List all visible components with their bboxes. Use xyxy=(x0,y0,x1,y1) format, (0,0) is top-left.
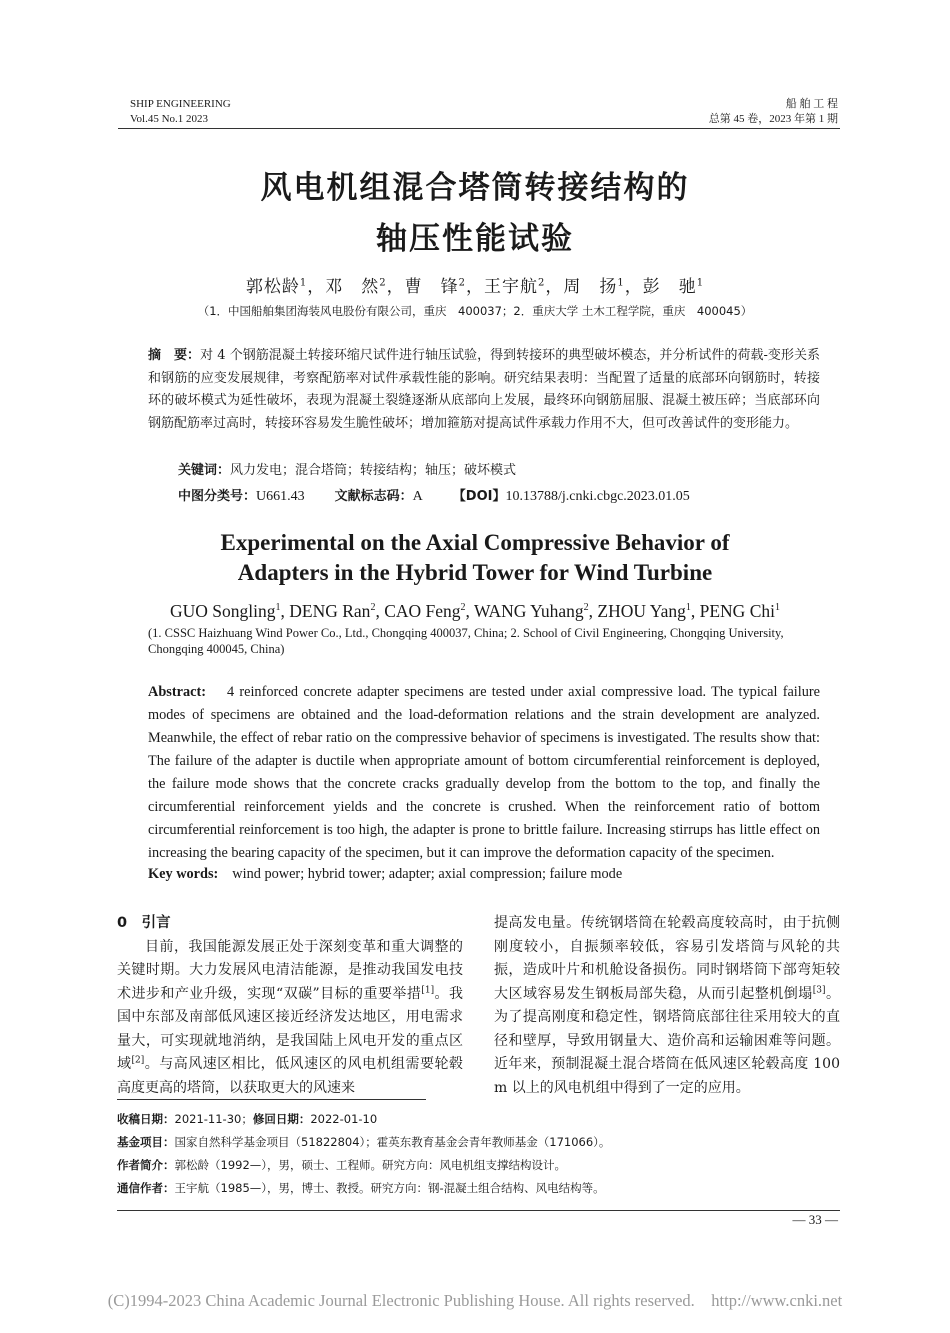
author-cn-sep: ， xyxy=(545,277,564,297)
body-paragraph xyxy=(117,936,463,1101)
abstract-cn-text: 对 4 个钢筋混凝土转接环缩尺试件进行轴压试验，得到转接环的典型破坏模态，并分析试件的荷载-变形关系和钢筋的应变发展规律，考察配筋率对试件承载性能的影响。研究结果表明：当配置了适量的底部环向钢筋时，转接环的破坏模式为延性破坏，表现为混凝土裂缝逐渐从底部向上发展，最终环向钢筋屈服、混凝土被压碎；当底部环向钢筋配筋率过高时，转接环容易发生脆性破坏；增加箍筋对提高试件承载力作用不大，但可改善试件的变形能力。 xyxy=(148,348,820,431)
footnote-text: 王宇航（1985—），男，博士、教授。研究方向：钢-混凝土组合结构、风电结构等。 xyxy=(174,1181,605,1195)
body-column-left xyxy=(117,912,463,1100)
author-en: ZHOU Yang xyxy=(597,601,686,621)
footnote-item xyxy=(117,1177,837,1200)
paragraph-text: 目前，我国能源发展正处于深刻变革和重大调整的关键时期。大力发展风电清洁能源，是推动我国发电技术进步和产业升级，实现“双碳”目标的重要举措 xyxy=(117,938,463,1002)
affiliation-cn: （1．中国船舶集团海装风电股份有限公司，重庆 400037；2．重庆大学 土木工程学院，重庆 400045） xyxy=(197,304,753,318)
clc-label: 中图分类号： xyxy=(178,489,257,504)
footnote-divider xyxy=(117,1099,426,1100)
title-cn-line1: 风电机组混合塔筒转接结构的 xyxy=(260,170,690,206)
author-en: GUO Songling xyxy=(170,601,276,621)
author-en-sup: 1 xyxy=(275,602,281,614)
abstract-en-text: 4 reinforced concrete adapter specimens are tested under axial compressive load. The typical failure modes of specimens are obtained and the load-deformation relations and the strain development are analyzed. Meanwhile, the effect of rebar ratio on the compressive behavior of specimens is investigated. The results show that: The failure of the adapter is ductile when appropriate amount of bottom circumferential reinforcement is deployed, the failure mode shows that the concrete cracks gradually develop from the bottom to the top, and finally the circumferential reinforcement yields and the concrete is crushed. When the reinforcement ratio of bottom circumferential reinforcement is too high, the adapter is prone to brittle failure. Increasing stirrups has little effect on increasing the bearing capacity of the specimen, but it can improve the deformation capacity of the specimen. xyxy=(148,684,821,861)
footnote-text: 2021-11-30； xyxy=(174,1112,253,1126)
doc-code-label: 文献标志码： xyxy=(334,489,413,504)
author-en-sep: , xyxy=(280,601,290,621)
author-cn-sup: 2 xyxy=(379,277,387,289)
author-cn-sup: 1 xyxy=(617,277,625,289)
citation-ref[interactable]: [2] xyxy=(131,1055,145,1066)
title-en-line2: Adapters in the Hybrid Tower for Wind Turbine xyxy=(237,560,713,585)
title-en-line1: Experimental on the Axial Compressive Behavior of xyxy=(220,530,730,555)
author-cn: 彭 驰 xyxy=(642,277,697,297)
footnote-label: 修回日期： xyxy=(252,1112,311,1126)
body-paragraph xyxy=(494,912,840,1100)
abstract-en-label: Abstract: xyxy=(148,684,206,700)
footnote-item xyxy=(117,1131,837,1154)
citation-ref[interactable]: [1] xyxy=(421,984,435,995)
journal-volume-en: Vol.45 No.1 2023 xyxy=(130,113,209,125)
author-en-sep: , xyxy=(465,601,474,621)
abstract-cn-label: 摘 要： xyxy=(148,348,201,363)
citation-ref[interactable]: [3] xyxy=(812,984,826,995)
keywords-cn xyxy=(178,459,516,478)
footnote-label: 通信作者： xyxy=(117,1181,175,1195)
author-en: PENG Chi xyxy=(699,601,775,621)
author-en-sup: 2 xyxy=(370,602,376,614)
doi-value: 10.13788/j.cnki.cbgc.2023.01.05 xyxy=(505,489,690,504)
doc-code-value: A xyxy=(412,489,423,504)
copyright-watermark: (C)1994-2023 China Academic Journal Electronic Publishing House. All rights reserved. http://www.cnki.net xyxy=(107,1291,843,1310)
journal-name-cn: 船 舶 工 程 xyxy=(785,98,838,110)
section-heading: 0 引言 xyxy=(117,915,171,931)
author-en-sep: , xyxy=(375,601,385,621)
author-cn-sup: 2 xyxy=(538,277,546,289)
paragraph-text: 提高发电量。传统钢塔筒在轮毂高度较高时，由于抗侧刚度较小，自振频率较低，容易引发塔筒与风轮的共振，造成叶片和机舱设备损伤。同时钢塔筒下部弯矩较大区域容易发生钢板局部失稳，从而引起整机倒塌 xyxy=(494,915,840,1002)
footnote-item xyxy=(117,1154,837,1177)
author-cn: 郭松龄 xyxy=(245,277,300,297)
author-en-sup: 1 xyxy=(685,602,691,614)
title-cn-line2: 轴压性能试验 xyxy=(376,221,574,257)
header-divider xyxy=(118,128,840,129)
author-en-sep: , xyxy=(588,601,598,621)
authors-cn xyxy=(0,272,950,297)
journal-header-cn xyxy=(709,97,838,127)
author-en: CAO Feng xyxy=(384,601,461,621)
author-cn-sep: ， xyxy=(466,277,484,297)
footnote-label: 作者简介： xyxy=(117,1158,175,1172)
clc-value: U661.43 xyxy=(256,489,305,504)
footnote-label: 收稿日期： xyxy=(117,1112,175,1126)
author-cn-sep: ， xyxy=(307,277,326,297)
journal-header-en xyxy=(130,97,231,127)
footnote-item xyxy=(117,1108,837,1131)
page-number: — 33 — xyxy=(792,1212,838,1227)
keywords-cn-label: 关键词： xyxy=(178,463,231,478)
authors-en xyxy=(0,601,950,622)
author-en-sup: 2 xyxy=(583,602,589,614)
body-column-right xyxy=(494,912,840,1100)
abstract-en xyxy=(148,681,820,865)
author-cn-sup: 1 xyxy=(696,277,705,289)
abstract-cn xyxy=(148,345,820,435)
paragraph-text: 。为了提高刚度和稳定性，钢塔筒底部往往采用较大的直径和壁厚，导致用钢量大、造价高和运输困难等问题。近年来，预制混凝土混合塔筒在低风速区轮毂高度 100 m 以上的风电机组中得到了一定的应用。 xyxy=(494,985,841,1096)
paragraph-text: 。与高风速区相比，低风速区的风电机组需要轮毂高度更高的塔筒，以获取更大的风速来 xyxy=(117,1056,464,1096)
footnote-label: 基金项目： xyxy=(117,1135,175,1149)
author-cn-sup: 2 xyxy=(458,277,466,289)
author-cn: 邓 然 xyxy=(325,277,380,297)
journal-volume-cn: 总第 45 卷，2023 年第 1 期 xyxy=(708,113,838,125)
doi-label: 【DOI】 xyxy=(452,489,506,504)
footnotes xyxy=(117,1108,837,1200)
classification-line xyxy=(178,485,690,505)
keywords-en-label: Key words: xyxy=(148,866,219,882)
author-cn: 曹 锋 xyxy=(404,277,459,297)
journal-name-en: SHIP ENGINEERING xyxy=(130,98,231,110)
author-cn: 王宇航 xyxy=(484,277,538,297)
author-cn-sep: ， xyxy=(386,277,405,297)
footnote-text: 国家自然科学基金项目（51822804）；霍英东教育基金会青年教师基金（171066）。 xyxy=(174,1135,611,1149)
keywords-en xyxy=(148,866,622,883)
author-en: WANG Yuhang xyxy=(473,601,584,621)
author-en-sup: 2 xyxy=(460,602,466,614)
author-cn: 周 扬 xyxy=(563,277,618,297)
paragraph-text: 。我国中东部及南部低风速区接近经济发达地区，用电需求量大，可实现就地消纳，是我国陆上风电开发的重点区域 xyxy=(117,985,463,1072)
keywords-en-text: wind power; hybrid tower; adapter; axial compression; failure mode xyxy=(232,866,623,882)
author-cn-sup: 1 xyxy=(299,277,308,289)
footnote-text: 郭松龄（1992—），男，硕士、工程师。研究方向：风电机组支撑结构设计。 xyxy=(174,1158,567,1172)
author-en-sep: , xyxy=(690,601,700,621)
keywords-cn-text: 风力发电；混合塔筒；转接结构；轴压；破坏模式 xyxy=(230,463,517,478)
footer-divider xyxy=(117,1210,840,1211)
author-cn-sep: ， xyxy=(624,277,643,297)
author-en: DENG Ran xyxy=(289,601,371,621)
affiliation-en: (1. CSSC Haizhuang Wind Power Co., Ltd., Chongqing 400037, China; 2. School of Civil Engineering, Chongqing University, Chongqing 400045, China) xyxy=(148,626,784,656)
footnote-text: 2022-01-10 xyxy=(310,1112,378,1126)
author-en-sup: 1 xyxy=(774,602,780,614)
